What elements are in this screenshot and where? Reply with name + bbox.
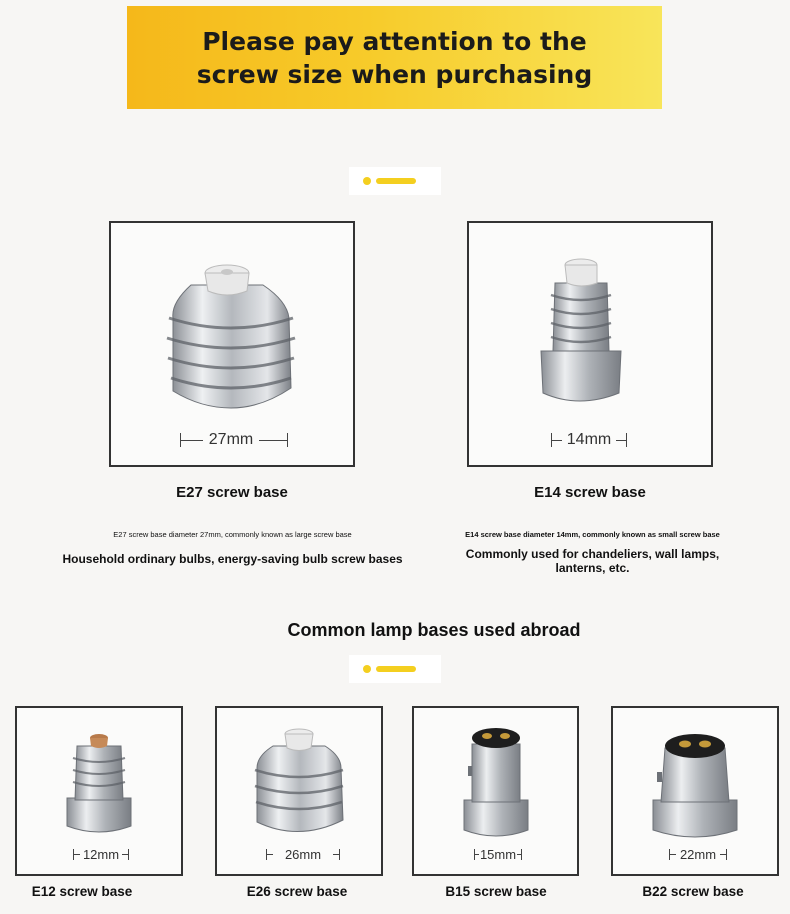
banner-title: Please pay attention to the screw size when purchasing xyxy=(196,26,593,89)
dimension-tick-right xyxy=(726,849,727,860)
divider-bar xyxy=(376,178,416,184)
b22-image-frame xyxy=(611,706,779,876)
dimension-line-left xyxy=(670,854,676,855)
e26-dimension-label: 26mm xyxy=(284,846,322,862)
e26-dimension xyxy=(253,846,353,862)
e12-image-frame xyxy=(15,706,183,876)
title-banner xyxy=(127,6,662,109)
divider-dot xyxy=(363,665,371,673)
dimension-line-right xyxy=(616,440,626,441)
e12-caption: E12 screw base xyxy=(31,884,133,899)
dimension-tick-right xyxy=(626,433,627,447)
b22-dimension xyxy=(653,846,743,862)
e14-dimension xyxy=(539,431,639,449)
e14-caption: E14 screw base xyxy=(534,484,646,501)
section-divider xyxy=(349,167,441,195)
e26-caption: E26 screw base xyxy=(246,884,348,899)
b15-dimension xyxy=(458,846,538,862)
b22-caption: B22 screw base xyxy=(642,884,744,899)
dimension-tick-right xyxy=(339,849,340,860)
e27-dimension xyxy=(169,431,299,449)
dimension-tick-right xyxy=(287,433,288,447)
e27-image-frame xyxy=(109,221,355,467)
dimension-line-left xyxy=(267,854,273,855)
e14-image-frame xyxy=(467,221,713,467)
e14-screw-base-image xyxy=(469,223,711,465)
section-divider xyxy=(349,655,441,683)
section-title: Common lamp bases used abroad xyxy=(287,620,581,640)
dimension-tick-right xyxy=(128,849,129,860)
e14-usage: Commonly used for chandeliers, wall lamps, lanterns, etc. xyxy=(465,547,720,575)
dimension-line-left xyxy=(74,854,80,855)
b22-dimension-label: 22mm xyxy=(679,846,717,862)
divider-dot xyxy=(363,177,371,185)
dimension-line-left xyxy=(552,440,562,441)
b15-caption: B15 screw base xyxy=(445,884,547,899)
dimension-line-right xyxy=(259,440,287,441)
divider-bar xyxy=(376,666,416,672)
dimension-line-left xyxy=(181,440,203,441)
e27-usage: Household ordinary bulbs, energy-saving bulb screw bases xyxy=(62,552,403,566)
dimension-tick-right xyxy=(521,849,522,860)
e14-detail: E14 screw base diameter 14mm, commonly known as small screw base xyxy=(465,530,720,539)
e27-caption: E27 screw base xyxy=(176,484,288,501)
e26-image-frame xyxy=(215,706,383,876)
b15-image-frame xyxy=(412,706,579,876)
e27-detail: E27 screw base diameter 27mm, commonly known as large screw base xyxy=(113,530,352,539)
e27-screw-base-image xyxy=(111,223,353,465)
e12-dimension-label: 12mm xyxy=(82,846,120,862)
e27-dimension-label: 27mm xyxy=(208,431,254,448)
b15-dimension-label: 15mm xyxy=(479,846,517,862)
e14-dimension-label: 14mm xyxy=(566,431,612,448)
dimension-line-left xyxy=(475,854,479,855)
e12-dimension xyxy=(61,846,141,862)
